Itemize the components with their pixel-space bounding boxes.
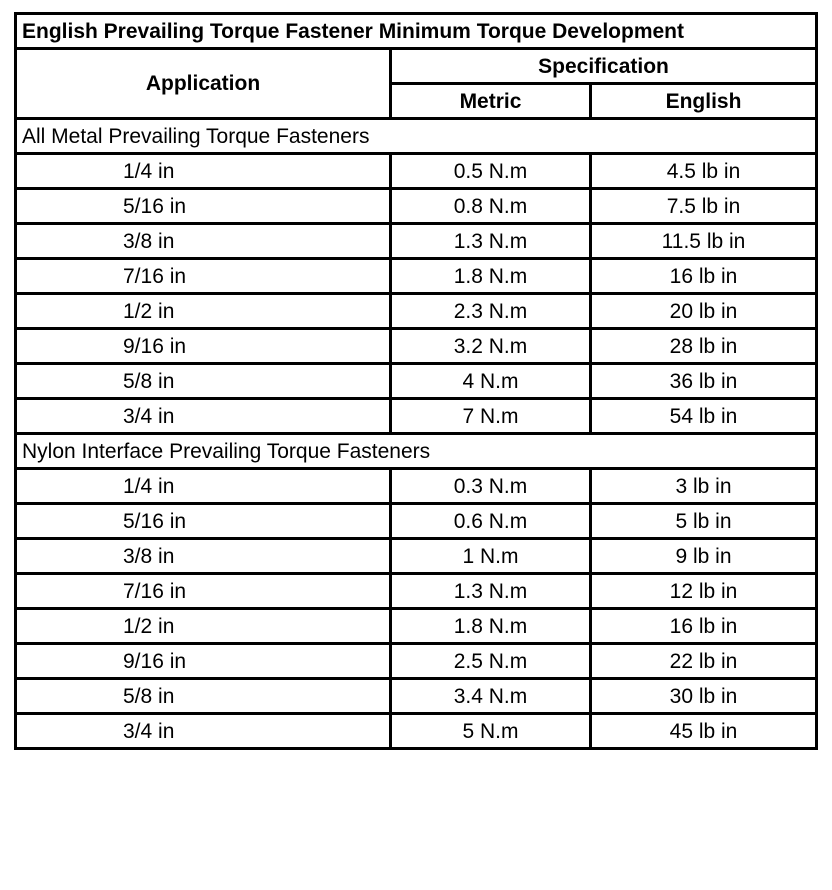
application-header: Application [16, 49, 391, 119]
table-row [16, 224, 817, 259]
section-label: Nylon Interface Prevailing Torque Fasteners [16, 434, 817, 469]
application-cell: 3/8 in [16, 224, 391, 259]
table-row [16, 259, 817, 294]
application-cell: 1/4 in [16, 154, 391, 189]
metric-cell: 4 N.m [391, 364, 591, 399]
metric-cell: 5 N.m [391, 714, 591, 749]
english-cell: 28 lb in [591, 329, 817, 364]
application-cell: 5/8 in [16, 679, 391, 714]
english-cell: 36 lb in [591, 364, 817, 399]
english-cell: 4.5 lb in [591, 154, 817, 189]
application-cell: 3/4 in [16, 714, 391, 749]
metric-cell: 1.8 N.m [391, 609, 591, 644]
table-row [16, 644, 817, 679]
english-cell: 45 lb in [591, 714, 817, 749]
application-cell: 9/16 in [16, 644, 391, 679]
metric-cell: 0.8 N.m [391, 189, 591, 224]
table-row [16, 364, 817, 399]
application-cell: 5/16 in [16, 189, 391, 224]
metric-header: Metric [391, 84, 591, 119]
metric-cell: 0.3 N.m [391, 469, 591, 504]
table-row [16, 294, 817, 329]
table-body [16, 119, 817, 749]
table-row [16, 469, 817, 504]
english-cell: 12 lb in [591, 574, 817, 609]
table-row [16, 609, 817, 644]
application-cell: 3/8 in [16, 539, 391, 574]
metric-cell: 1 N.m [391, 539, 591, 574]
metric-cell: 2.5 N.m [391, 644, 591, 679]
section-label: All Metal Prevailing Torque Fasteners [16, 119, 817, 154]
metric-cell: 0.6 N.m [391, 504, 591, 539]
english-header: English [591, 84, 817, 119]
table-row [16, 154, 817, 189]
english-cell: 5 lb in [591, 504, 817, 539]
section-row [16, 119, 817, 154]
application-cell: 1/2 in [16, 294, 391, 329]
table-row [16, 329, 817, 364]
english-cell: 9 lb in [591, 539, 817, 574]
metric-cell: 1.3 N.m [391, 224, 591, 259]
metric-cell: 3.4 N.m [391, 679, 591, 714]
metric-cell: 0.5 N.m [391, 154, 591, 189]
english-cell: 16 lb in [591, 609, 817, 644]
section-row [16, 434, 817, 469]
english-cell: 3 lb in [591, 469, 817, 504]
table-row [16, 539, 817, 574]
application-cell: 9/16 in [16, 329, 391, 364]
application-cell: 3/4 in [16, 399, 391, 434]
english-cell: 30 lb in [591, 679, 817, 714]
header-row-1 [16, 49, 817, 84]
table-row [16, 679, 817, 714]
metric-cell: 7 N.m [391, 399, 591, 434]
table-row [16, 189, 817, 224]
table-row [16, 714, 817, 749]
table-row [16, 504, 817, 539]
english-cell: 11.5 lb in [591, 224, 817, 259]
table-title: English Prevailing Torque Fastener Minimum Torque Development [16, 14, 817, 49]
english-cell: 16 lb in [591, 259, 817, 294]
specification-header: Specification [391, 49, 817, 84]
metric-cell: 3.2 N.m [391, 329, 591, 364]
table-row [16, 574, 817, 609]
english-cell: 22 lb in [591, 644, 817, 679]
application-cell: 1/4 in [16, 469, 391, 504]
title-row [16, 14, 817, 49]
application-cell: 7/16 in [16, 259, 391, 294]
english-cell: 20 lb in [591, 294, 817, 329]
metric-cell: 1.8 N.m [391, 259, 591, 294]
application-cell: 7/16 in [16, 574, 391, 609]
english-cell: 54 lb in [591, 399, 817, 434]
table-row [16, 399, 817, 434]
application-cell: 5/16 in [16, 504, 391, 539]
english-cell: 7.5 lb in [591, 189, 817, 224]
application-cell: 5/8 in [16, 364, 391, 399]
torque-specification-table [14, 12, 818, 750]
metric-cell: 2.3 N.m [391, 294, 591, 329]
application-cell: 1/2 in [16, 609, 391, 644]
metric-cell: 1.3 N.m [391, 574, 591, 609]
